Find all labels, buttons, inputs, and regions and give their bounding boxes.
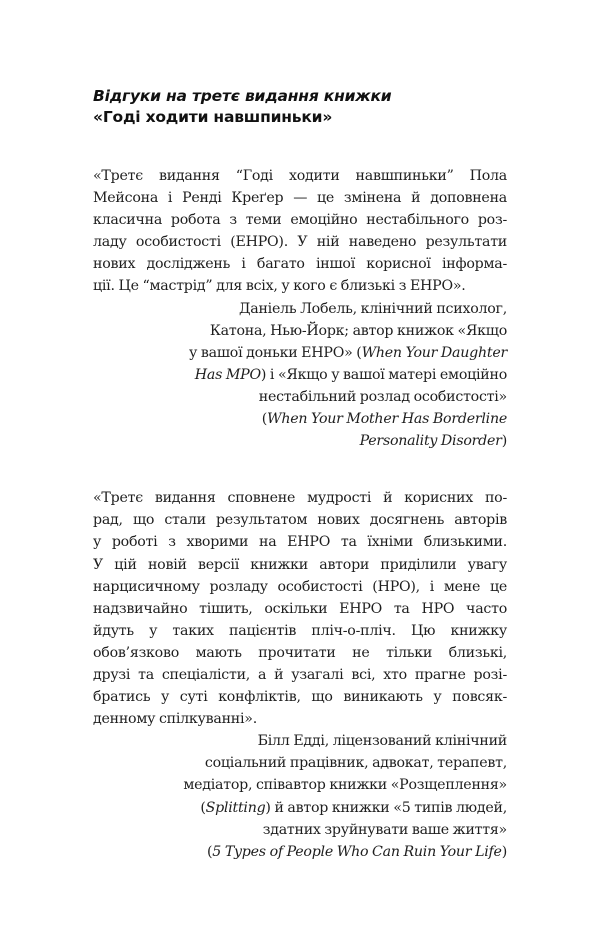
text-segment: (: [207, 843, 213, 860]
attribution-line: соціальний працівник, адвокат, терапевт,: [204, 755, 507, 772]
text-line: рад, що стали результатом нових досягнень авторів: [93, 512, 507, 529]
text-line: надзвичайно тішить, оскільки ЕНРО та НРО часто: [93, 600, 507, 617]
attribution-line: [93, 841, 507, 863]
text-line: у роботі з хворими на ЕНРО та їхніми близькими.: [93, 534, 507, 551]
text-segment: ) й автор книжки «5 типів людей,: [265, 799, 507, 816]
text-line: «Третє видання сповнене мудрості й корисних по-: [93, 490, 507, 507]
book-title-italic: Splitting: [205, 799, 266, 816]
attribution-line: [93, 342, 507, 364]
text-line: ладу особистості (ЕНРО). У ній наведено результати: [93, 234, 507, 251]
review-2-attribution: [93, 730, 507, 863]
heading-line-1: Відгуки на третє видання книжки: [93, 87, 392, 105]
section-heading: [93, 86, 507, 128]
attribution-line: [93, 408, 507, 430]
attribution-line: нестабільний розлад особистості»: [258, 388, 507, 405]
attribution-line: [93, 364, 507, 386]
text-line: йдуть у таких пацієнтів пліч-о-пліч. Цю книжку: [93, 622, 507, 639]
text-line: ції. Це “мастрід” для всіх, у кого є близькі з ЕНРО».: [93, 278, 466, 295]
book-title-italic: When Your Daughter: [361, 344, 507, 361]
text-segment: (: [261, 411, 268, 428]
text-line: обов’язково мають прочитати не тільки близькі,: [93, 644, 507, 661]
review-1-text: [93, 165, 507, 298]
attribution-line: здатних зруйнувати ваше життя»: [262, 821, 507, 838]
book-title-italic: Personality Disorder: [359, 433, 502, 450]
attribution-line: Катона, Нью-Йорк; автор книжок «Якщо: [209, 322, 507, 339]
text-line: друзі та спеціалісти, а й узагалі всі, хто прагне розі-: [93, 666, 507, 683]
book-title-italic: When Your Mother Has Borderline: [267, 411, 507, 428]
attribution-line: Даніель Лобель, клінічний психолог,: [238, 300, 507, 317]
heading-line-2: «Годі ходити навшпиньки»: [93, 108, 333, 126]
attribution-line: [93, 797, 507, 819]
review-2-text: [93, 487, 507, 730]
text-line: братись у суті конфліктів, що виникають у повсяк-: [93, 689, 507, 706]
text-segment: ): [501, 433, 507, 450]
text-line: нових досліджень і багато іншої корисної інформа-: [93, 256, 507, 273]
text-segment: ) і «Якщо у вашої матері емоційно: [260, 366, 507, 383]
text-segment: у вашої доньки ЕНРО» (: [189, 344, 362, 361]
review-1-attribution: [93, 298, 507, 453]
book-page: [93, 86, 507, 863]
text-line: класична робота з теми емоційно нестабільного роз-: [93, 212, 507, 229]
attribution-line: [93, 430, 507, 452]
text-segment: ): [501, 843, 507, 860]
attribution-line: Білл Едді, ліцензований клінічний: [257, 733, 507, 750]
book-title-italic: Has MPO: [194, 366, 261, 383]
text-line: «Третє видання “Годі ходити навшпиньки” Пола: [93, 168, 507, 184]
text-line: У цій новій версії книжки автори приділили увагу: [93, 556, 507, 573]
text-segment: (: [200, 799, 206, 816]
attribution-line: медіатор, співавтор книжки «Розщеплення»: [183, 777, 507, 794]
text-line: нарцисичному розладу особистості (НРО), і мене це: [93, 578, 507, 595]
book-title-italic: 5 Types of People Who Can Ruin Your Life: [212, 843, 502, 860]
text-line: денному спілкуванні».: [93, 711, 257, 728]
text-line: Мейсона і Ренді Креґер — це змінена й доповнена: [93, 190, 507, 207]
